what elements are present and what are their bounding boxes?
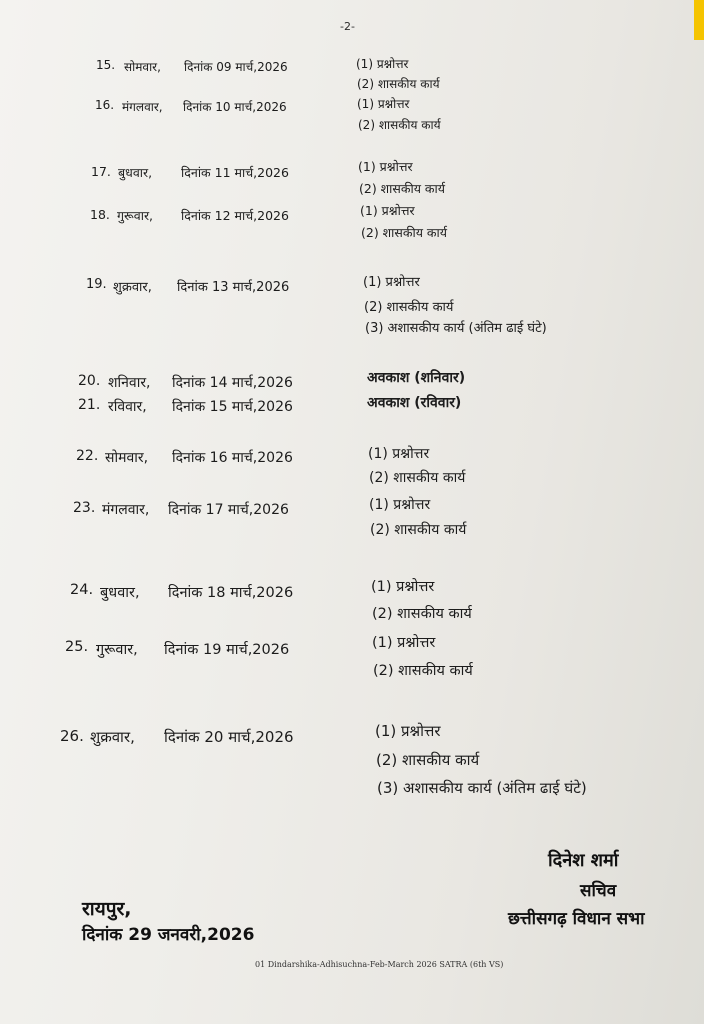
entry-day: शुक्रवार, [113, 280, 152, 295]
entry-number: 25. [65, 639, 89, 655]
agenda-item: (3) अशासकीय कार्य (अंतिम ढाई घंटे) [377, 779, 587, 797]
agenda-item: (1) प्रश्नोत्तर [368, 446, 430, 462]
entry-day: सोमवार, [105, 450, 149, 466]
agenda-item: (3) अशासकीय कार्य (अंतिम ढाई घंटे) [365, 321, 547, 336]
agenda-item: (1) प्रश्नोत्तर [369, 497, 431, 513]
entry-day: शुक्रवार, [90, 728, 135, 746]
agenda-item: (2) शासकीय कार्य [372, 606, 472, 622]
page-number: -2- [340, 20, 355, 33]
entry-number: 26. [60, 727, 84, 745]
entry-number: 21. [78, 397, 101, 413]
entry-date: दिनांक 13 मार्च,2026 [177, 280, 290, 295]
entry-day: गुरूवार, [117, 208, 154, 223]
agenda-item: (2) शासकीय कार्य [358, 118, 441, 132]
agenda-item: (2) शासकीय कार्य [364, 300, 454, 315]
agenda-item: (2) शासकीय कार्य [369, 470, 466, 486]
signatory-name: दिनेश शर्मा [548, 850, 619, 871]
entry-date: दिनांक 09 मार्च,2026 [184, 60, 288, 74]
agenda-item: (1) प्रश्नोत्तर [363, 275, 420, 290]
entry-day: रविवार, [108, 399, 147, 415]
entry-date: दिनांक 17 मार्च,2026 [168, 502, 289, 518]
agenda-item: (2) शासकीय कार्य [361, 225, 448, 240]
entry-number: 18. [90, 207, 110, 222]
page-edge-strip [694, 0, 704, 40]
entry-date: दिनांक 14 मार्च,2026 [172, 375, 293, 391]
agenda-item: (1) प्रश्नोत्तर [371, 579, 435, 595]
agenda-item: (1) प्रश्नोत्तर [375, 722, 441, 740]
signatory-designation: सचिव [580, 881, 617, 901]
entry-number: 19. [86, 277, 107, 292]
entry-date: दिनांक 10 मार्च,2026 [183, 100, 287, 114]
entry-day: बुधवार, [100, 585, 140, 601]
entry-number: 16. [95, 98, 115, 112]
entry-date: दिनांक 16 मार्च,2026 [172, 450, 293, 466]
entry-day: सोमवार, [124, 60, 161, 74]
entry-day: गुरूवार, [96, 642, 138, 658]
entry-day: मंगलवार, [122, 100, 163, 114]
entry-number: 20. [78, 373, 101, 389]
agenda-item: (2) शासकीय कार्य [357, 77, 440, 91]
agenda-item: (2) शासकीय कार्य [373, 663, 473, 679]
entry-date: दिनांक 15 मार्च,2026 [172, 399, 293, 415]
entry-day: शनिवार, [108, 375, 151, 391]
entry-date: दिनांक 11 मार्च,2026 [181, 165, 289, 180]
entry-date: दिनांक 20 मार्च,2026 [164, 728, 294, 746]
agenda-item: (1) प्रश्नोत्तर [357, 97, 410, 111]
entry-date: दिनांक 12 मार्च,2026 [181, 208, 289, 223]
issue-date: दिनांक 29 जनवरी,2026 [82, 925, 255, 945]
entry-day: मंगलवार, [102, 502, 150, 518]
agenda-item: (2) शासकीय कार्य [359, 181, 446, 196]
agenda-item: अवकाश (रविवार) [367, 395, 462, 411]
entry-number: 24. [70, 582, 94, 598]
agenda-item: अवकाश (शनिवार) [367, 370, 466, 386]
entry-date: दिनांक 18 मार्च,2026 [168, 585, 294, 601]
agenda-item: (2) शासकीय कार्य [376, 751, 480, 769]
entry-day: बुधवार, [118, 165, 153, 180]
entry-number: 15. [96, 58, 116, 72]
place: रायपुर, [82, 898, 132, 920]
footer-reference: 01 Dindarshika-Adhisuchna-Feb-March 2026 SATRA (6th VS) [255, 960, 504, 969]
entry-number: 17. [91, 164, 111, 179]
agenda-item: (2) शासकीय कार्य [370, 522, 467, 538]
agenda-item: (1) प्रश्नोत्तर [358, 159, 413, 174]
entry-number: 23. [73, 500, 96, 516]
signatory-office: छत्तीसगढ़ विधान सभा [508, 909, 645, 929]
entry-number: 22. [76, 448, 99, 464]
agenda-item: (1) प्रश्नोत्तर [372, 635, 436, 651]
agenda-item: (1) प्रश्नोत्तर [360, 203, 415, 218]
entry-date: दिनांक 19 मार्च,2026 [164, 642, 290, 658]
agenda-item: (1) प्रश्नोत्तर [356, 57, 409, 71]
